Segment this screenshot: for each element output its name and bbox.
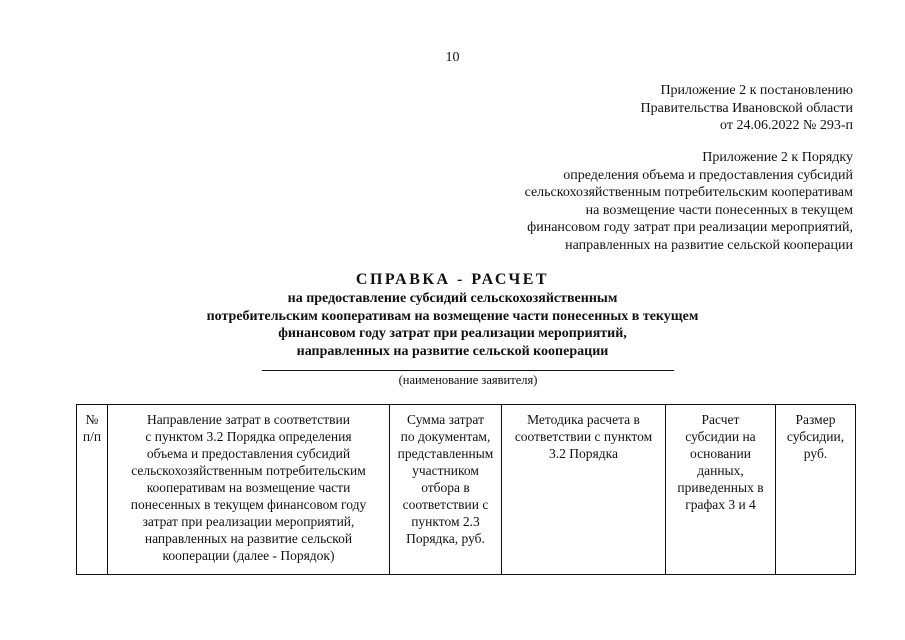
cell-line: понесенных в текущем финансовом году: [130, 497, 367, 512]
annex-line: Правительства Ивановской области: [640, 100, 853, 116]
header-cell-expense-amount: [390, 405, 502, 575]
cell-line: с пунктом 3.2 Порядка определения: [145, 429, 352, 444]
cell-line: Порядка, руб.: [406, 531, 485, 546]
page-number: 10: [445, 50, 460, 65]
cell-line: основании: [690, 446, 751, 461]
cell-line: представленным: [397, 446, 494, 461]
cell-line: Методика расчета в: [527, 412, 640, 427]
cell-line: субсидии на: [685, 429, 756, 444]
cell-line: руб.: [803, 446, 828, 461]
cell-line: кооперации (далее - Порядок): [162, 548, 335, 563]
cell-line: п/п: [82, 429, 102, 444]
annex-line: на возмещение части понесенных в текущем: [585, 202, 853, 218]
annex-line: определения объема и предоставления субсидий: [563, 167, 853, 183]
cell-line: Направление затрат в соответствии: [146, 412, 350, 427]
cell-line: данных,: [697, 463, 744, 478]
cell-line: субсидии,: [786, 429, 845, 444]
annex-line: направленных на развитие сельской кооперации: [565, 237, 853, 253]
cell-line: участником: [412, 463, 479, 478]
annex-resolution-reference: [641, 82, 853, 135]
table-header-row: [77, 405, 856, 575]
cell-line: №: [85, 412, 99, 427]
cell-line: по документам,: [400, 429, 491, 444]
cell-line: кооперативам на возмещение части: [146, 480, 351, 495]
subtitle-line: направленных на развитие сельской кооперации: [296, 343, 609, 359]
header-cell-expense-direction: [108, 405, 390, 575]
subtitle-line: потребительским кооперативам на возмещение части понесенных в текущем: [206, 308, 699, 324]
cell-line: объема и предоставления субсидий: [146, 446, 351, 461]
cell-line: 3.2 Порядка: [549, 446, 618, 461]
cell-line: сельскохозяйственным потребительским: [131, 463, 366, 478]
cell-line: Размер: [795, 412, 836, 427]
header-cell-calculation-method: [502, 405, 666, 575]
applicant-caption: (наименование заявителя): [398, 373, 538, 387]
header-cell-subsidy-calculation: [666, 405, 776, 575]
annex-line: от 24.06.2022 № 293-п: [720, 118, 853, 133]
cell-line: приведенных в: [677, 480, 764, 495]
calculation-table: [76, 404, 856, 575]
cell-line: отбора в: [421, 480, 470, 495]
cell-line: затрат при реализации мероприятий,: [142, 514, 355, 529]
subtitle-line: на предоставление субсидий сельскохозяйственным: [287, 291, 618, 306]
document-title: [0, 270, 905, 360]
annex-line: Приложение 2 к постановлению: [660, 83, 853, 98]
header-cell-number: [77, 405, 108, 575]
cell-line: Расчет: [701, 412, 740, 427]
subtitle-line: финансовом году затрат при реализации мероприятий,: [278, 326, 627, 341]
title-main: СПРАВКА - РАСЧЕТ: [355, 271, 550, 288]
cell-line: пунктом 2.3: [411, 514, 480, 529]
title-subtitle: [0, 290, 905, 360]
cell-line: соответствии с пунктом: [514, 429, 653, 444]
annex-line: Приложение 2 к Порядку: [702, 150, 853, 165]
applicant-name-line: [262, 370, 674, 371]
cell-line: графах 3 и 4: [685, 497, 756, 512]
cell-line: направленных на развитие сельской: [144, 531, 353, 546]
header-cell-subsidy-amount: [776, 405, 856, 575]
annex-procedure-reference: [525, 149, 853, 254]
annex-line: финансовом году затрат при реализации мероприятий,: [527, 220, 853, 235]
annex-line: сельскохозяйственным потребительским кооперативам: [524, 185, 853, 200]
cell-line: Сумма затрат: [407, 412, 484, 427]
cell-line: соответствии с: [402, 497, 489, 512]
